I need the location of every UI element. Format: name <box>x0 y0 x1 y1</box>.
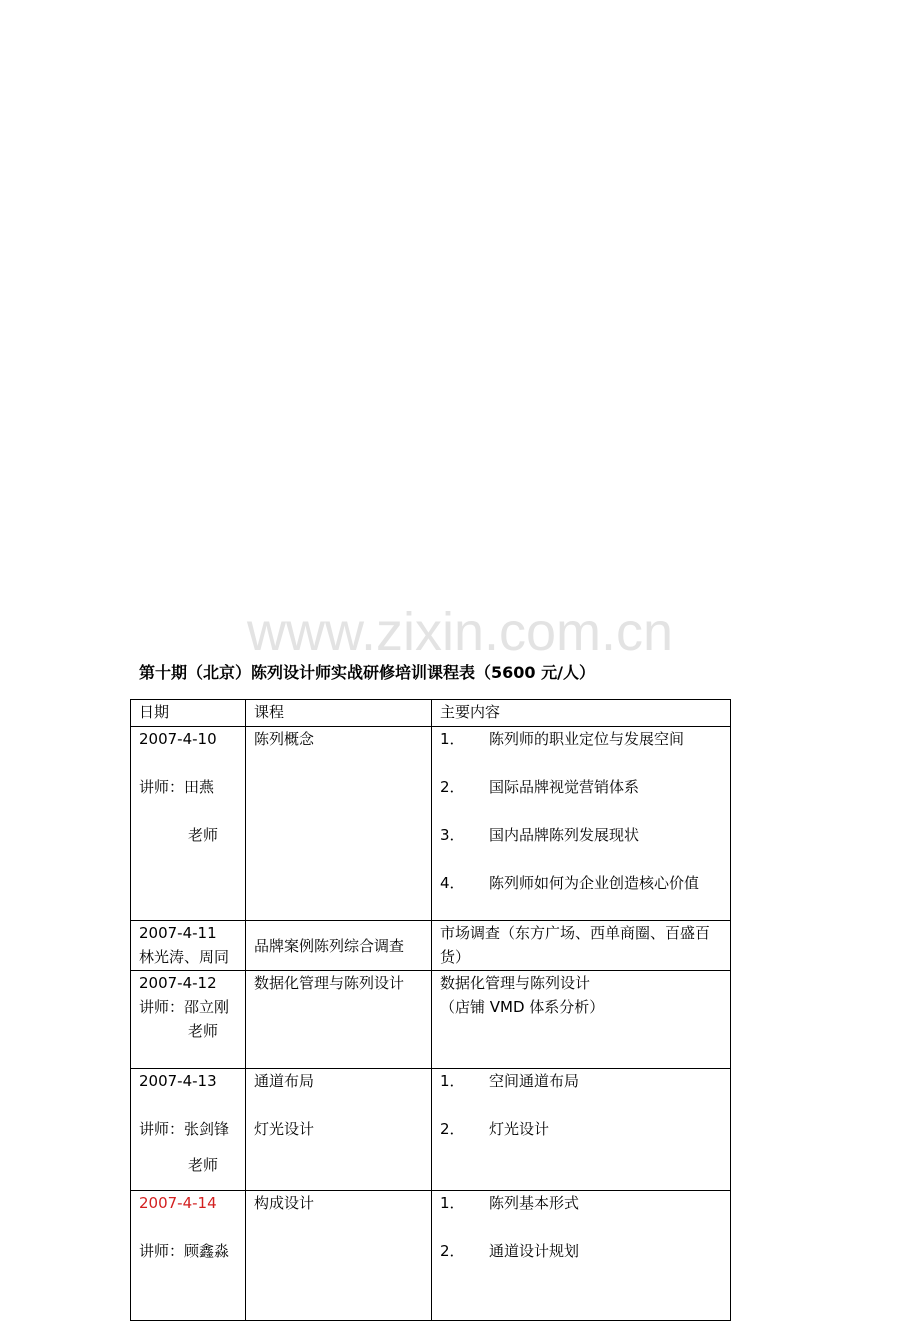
course-table <box>130 699 731 1321</box>
course-text: 灯光设计 <box>254 1120 315 1138</box>
course-text: 陈列概念 <box>254 730 315 748</box>
content-cell <box>432 1191 731 1321</box>
course-text: 数据化管理与陈列设计 <box>254 974 405 992</box>
course-cell <box>246 921 432 971</box>
date-text: 2007-4-14 <box>139 1194 217 1212</box>
header-content: 主要内容 <box>432 700 731 727</box>
date-text: 2007-4-13 <box>139 1072 217 1090</box>
list-item: 3． 国内品牌陈列发展现状 <box>440 826 640 844</box>
date-cell <box>131 1069 246 1191</box>
list-item: 2． 灯光设计 <box>440 1120 550 1138</box>
content-cell <box>432 1069 731 1191</box>
page-title: 第十期（北京）陈列设计师实战研修培训课程表（5600 元/人） <box>139 663 595 682</box>
lecturer-title: 老师 <box>188 1156 219 1174</box>
table-row <box>131 1069 731 1191</box>
date-text: 2007-4-10 <box>139 730 217 748</box>
content-text: 数据化管理与陈列设计 <box>440 974 591 992</box>
date-cell <box>131 727 246 921</box>
list-item: 2． 国际品牌视觉营销体系 <box>440 778 640 796</box>
course-cell <box>246 727 432 921</box>
lecturer-text: 讲师：邵立刚 <box>139 998 230 1016</box>
course-cell <box>246 1069 432 1191</box>
date-text: 2007-4-12 <box>139 974 217 992</box>
lecturer-text: 讲师：张剑锋 <box>139 1120 230 1138</box>
header-course: 课程 <box>246 700 432 727</box>
lecturer-title: 老师 <box>188 826 219 844</box>
table-row <box>131 1191 731 1321</box>
date-text: 2007-4-11 <box>139 924 217 942</box>
content-note: （店铺 VMD 体系分析） <box>440 998 605 1016</box>
list-item: 1． 陈列师的职业定位与发展空间 <box>440 730 685 748</box>
table-row <box>131 921 731 971</box>
lecturer-text: 讲师：顾鑫淼 <box>139 1242 230 1260</box>
course-cell <box>246 971 432 1069</box>
list-item: 1． 陈列基本形式 <box>440 1194 580 1212</box>
lecturer-title: 老师 <box>188 1022 219 1040</box>
content-cell <box>432 971 731 1069</box>
table-header-row <box>131 700 731 727</box>
course-text: 通道布局 <box>254 1072 315 1090</box>
list-item: 1． 空间通道布局 <box>440 1072 580 1090</box>
content-cell <box>432 727 731 921</box>
header-date: 日期 <box>131 700 246 727</box>
list-item: 4． 陈列师如何为企业创造核心价值 <box>440 874 700 892</box>
lecturer-text: 林光涛、周同 <box>139 948 230 966</box>
content-text: 市场调查（东方广场、西单商圈、百盛百货） <box>440 924 711 966</box>
content-cell <box>432 921 731 971</box>
watermark: www.zixin.com.cn <box>246 602 674 662</box>
table-row <box>131 727 731 921</box>
date-cell <box>131 971 246 1069</box>
course-text: 构成设计 <box>254 1194 315 1212</box>
date-cell <box>131 1191 246 1321</box>
course-cell <box>246 1191 432 1321</box>
course-text: 品牌案例陈列综合调查 <box>254 936 405 955</box>
date-cell <box>131 921 246 971</box>
list-item: 2． 通道设计规划 <box>440 1242 580 1260</box>
lecturer-text: 讲师：田燕 <box>139 778 215 796</box>
table-row <box>131 971 731 1069</box>
